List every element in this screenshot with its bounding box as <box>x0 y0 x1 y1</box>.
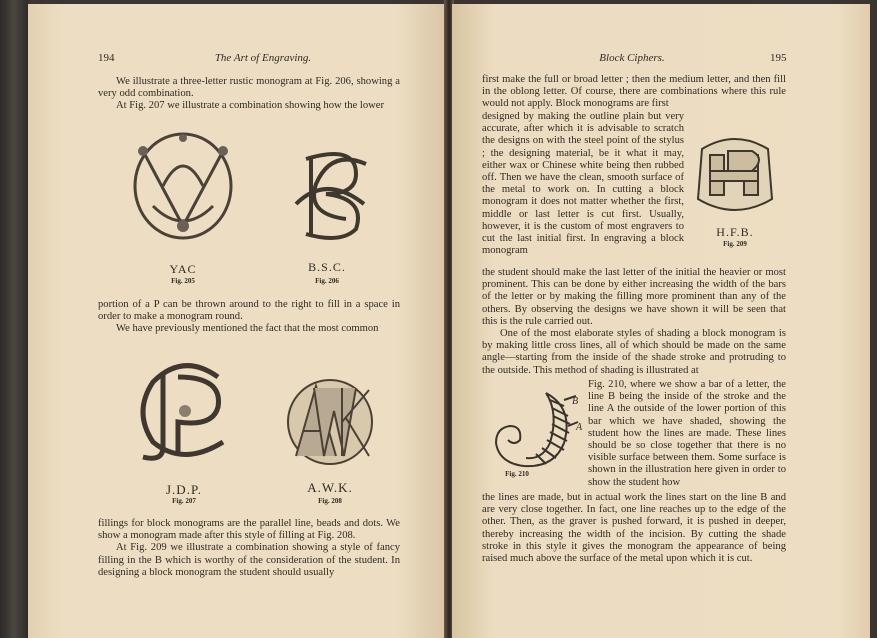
book-spine <box>0 0 28 638</box>
fig-206-caption: Fig. 206 <box>315 277 339 285</box>
right-page <box>452 4 870 638</box>
fig-210-caption: Fig. 210 <box>505 470 529 478</box>
fig-210-shading-diagram <box>484 388 584 473</box>
fig-207-monogram <box>123 352 248 470</box>
fig-210-label-a: A <box>576 422 583 433</box>
fig-205-caption: Fig. 205 <box>171 277 195 285</box>
fig-208-monogram <box>284 376 376 468</box>
right-text-narrow-2: Fig. 210, where we show a bar of a letter, the line B being the inside of the stroke and the line A the outside of the lower portion of this bar which we have shaded, showing the student how the lines are made. These lines should be so close together that there is no visible surface between them. Some surface is shown in the illustration here given in order to show the student how <box>588 379 786 488</box>
right-text-full-2 <box>482 267 786 377</box>
fig-210-label-b: B <box>572 396 579 407</box>
fig-207-letters: J.D.P. <box>166 482 202 497</box>
right-running-head: Block Ciphers. <box>599 52 665 64</box>
paragraph: fillings for block monograms are the parallel line, beads and dots. We show a monogram made after this style of filling at Fig. 208. <box>98 518 400 542</box>
left-text-block-3 <box>98 518 400 579</box>
right-text-narrow-1: designed by making the outline plain but very accurate, after which it is advisable to scratch the designs on with the steel point of the stylus ; the designing material, be it what it may, either wax or Chinese white being then rubbed off. Then we have the clean, smooth surface of the metal to work on. In cutting a block monogram it does not matter whether the first, middle or last letter is cut first. Usually, however, it is the custom of most engravers to cut the last initial first. In engraving a block monogram <box>482 111 684 257</box>
paragraph: the student should make the last letter of the initial the heavier or most prominent. This can be done by either increasing the width of the bars of the letter or by making the filling more prominent than any of the others. By observing the designs we have shown it will be seen that this is the rule carried out. <box>482 267 786 327</box>
fig-207-caption: Fig. 207 <box>172 497 196 505</box>
left-running-head: The Art of Engraving. <box>214 52 312 64</box>
fig-209-monogram <box>692 129 778 221</box>
fig-208-letters: A.W.K. <box>307 480 353 495</box>
right-text-full-3: the lines are made, but in actual work the lines start on the line B and are very close together. In fact, one line reaches up to the edge of the other. Then, as the graver is pushed forward, it is pushed in deeper, thereby increasing the width of the incision. By cutting the shade stroke in this style it gives the monogram the appearance of being raised much above the surface of the metal upon which it is cut. <box>482 492 786 565</box>
paragraph: portion of a P can be thrown around to the right to fill in a space in order to make a monogram round. <box>98 299 400 323</box>
fig-209-caption: Fig. 209 <box>723 240 747 248</box>
paragraph: One of the most elaborate styles of shading a block monogram is by making little cross lines, all of which should be made on the same angle—starting from the inside of the shade stroke and protruding to the outside. This method of shading is illustrated at <box>482 328 786 376</box>
paragraph: We illustrate a three-letter rustic monogram at Fig. 206, showing a very odd combination. <box>98 76 400 100</box>
left-text-block-1 <box>98 76 400 113</box>
paragraph: At Fig. 207 we illustrate a combination showing how the lower <box>116 100 385 112</box>
fig-205-monogram <box>123 126 243 248</box>
paragraph: We have previously mentioned the fact that the most common <box>116 323 379 335</box>
fig-206-letters: B.S.C. <box>308 260 346 274</box>
left-page-number: 194 <box>98 52 115 64</box>
fig-206-monogram <box>286 144 374 244</box>
fig-209-letters: H.F.B. <box>716 225 754 239</box>
fig-205-letters: YAC <box>169 262 197 276</box>
left-text-block-2 <box>98 299 400 336</box>
right-page-number: 195 <box>770 52 787 64</box>
left-page <box>28 4 446 638</box>
right-text-full-1: first make the full or broad letter ; then the medium letter, and then fill in the oblong letter. Of course, there are combinations where this rule would not apply. Block monograms are first <box>482 74 786 110</box>
fig-208-caption: Fig. 208 <box>318 497 342 505</box>
paragraph: At Fig. 209 we illustrate a combination showing a style of fancy filling in the B which is worthy of the consideration of the student. In designing a block monogram the student should usually <box>98 542 400 578</box>
